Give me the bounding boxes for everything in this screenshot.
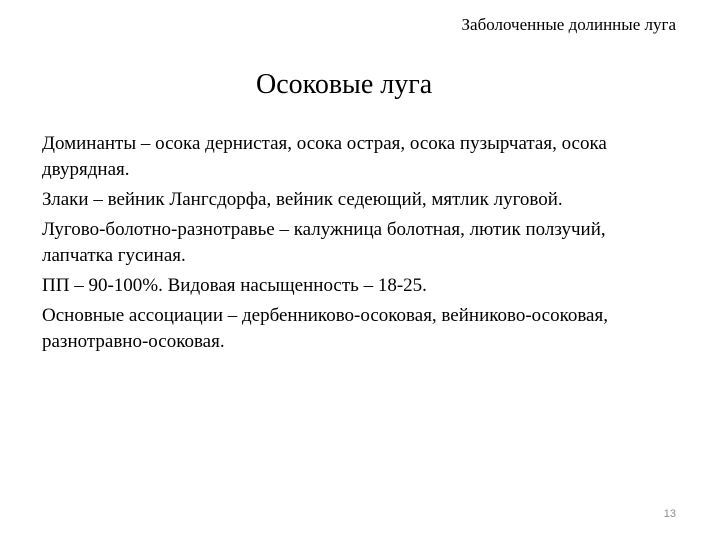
paragraph-forbs: Лугово-болотно-разнотравье – калужница болотная, лютик ползучий, лапчатка гусиная. bbox=[42, 219, 606, 266]
paragraph-dominants: Доминанты – осока дернистая, осока острая, осока пузырчатая, осока двурядная. bbox=[42, 133, 607, 180]
slide-body bbox=[42, 131, 662, 359]
paragraph-associations: Основные ассоциации – дербенниково-осоковая, вейниково-осоковая, разнотравно-осоковая. bbox=[42, 305, 608, 352]
slide-title: Осоковые луга bbox=[256, 69, 433, 100]
paragraph-coverage: ПП – 90-100%. Видовая насыщенность – 18-25. bbox=[42, 275, 427, 296]
page-number: 13 bbox=[663, 508, 676, 520]
paragraph-grasses: Злаки – вейник Лангсдорфа, вейник седеющий, мятлик луговой. bbox=[42, 189, 563, 210]
slide-header: Заболоченные долинные луга bbox=[461, 15, 676, 34]
